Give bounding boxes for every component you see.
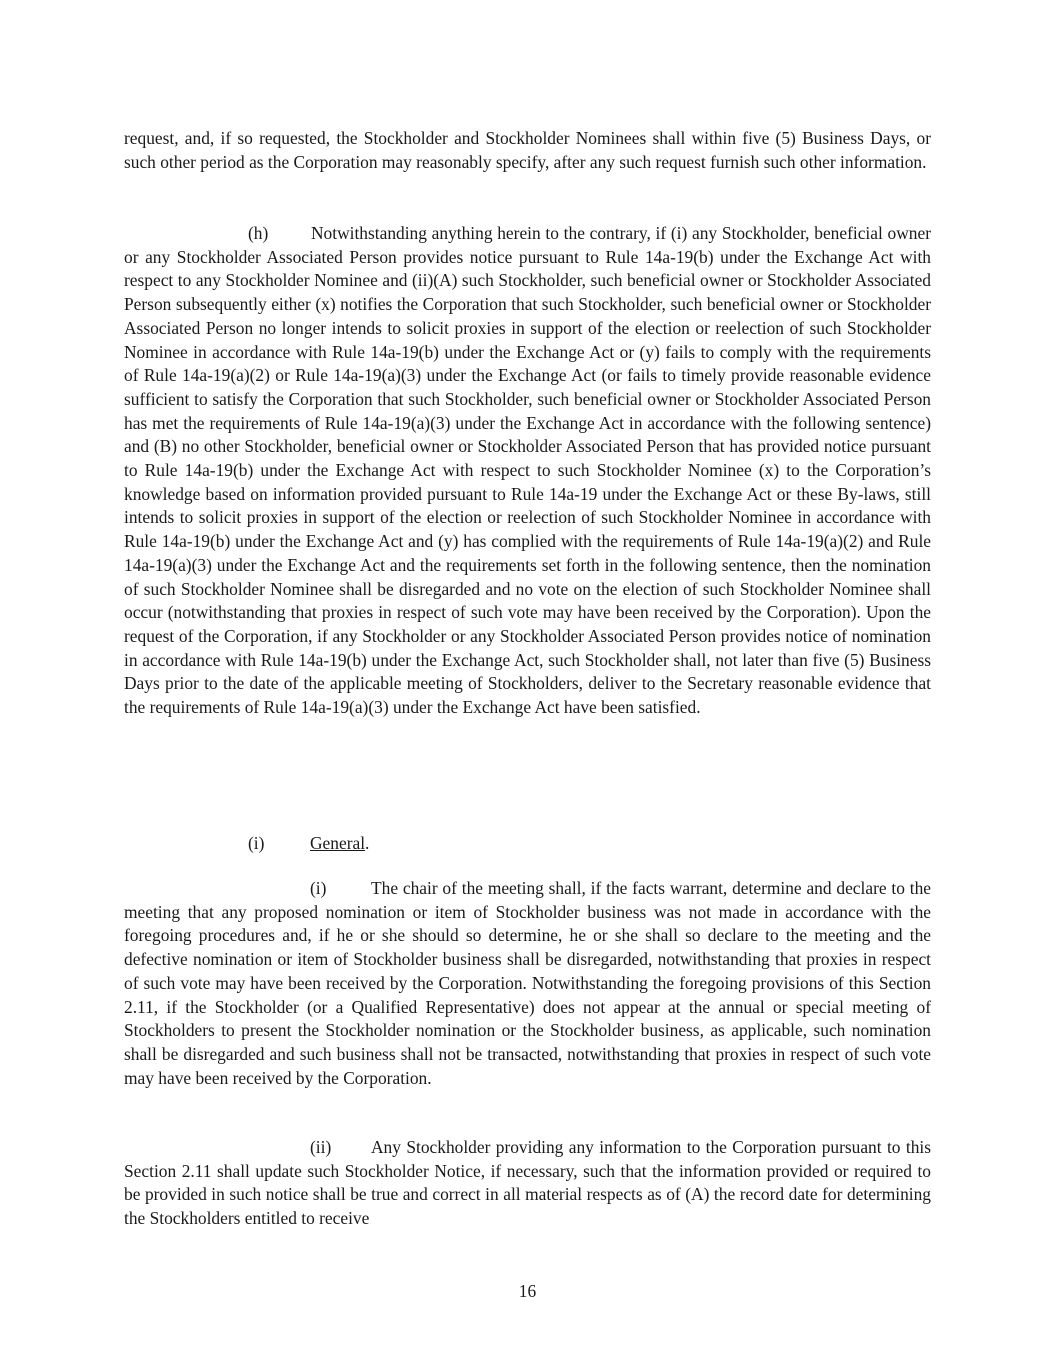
clause-i-title-suffix: . <box>365 833 370 853</box>
subclause-i-marker: (i) <box>310 878 327 898</box>
clause-h-text: Notwithstanding anything herein to the contrary, if (i) any Stockholder, beneficial owner or any Stockholder Associated Person provides notice pursuant to Rule 14a-19(b) under the Exchange Act with respect to any Stockholder Nominee and (ii)(A) such Stockholder, such beneficial owner or Stockholder Associated Person subsequently either (x) notifies the Corporation that such Stockholder, such beneficial owner or Stockholder Associated Person no longer intends to solicit proxies in support of the election or reelection of such Stockholder Nominee in accordance with Rule 14a-19(b) under the Exchange Act or (y) fails to comply with the requirements of Rule 14a-19(a)(2) or Rule 14a-19(a)(3) under the Exchange Act (or fails to timely provide reasonable evidence sufficient to satisfy the Corporation that such Stockholder, such beneficial owner or Stockholder Associated Person has met the requirements of Rule 14a-19(a)(3) under the Exchange Act in accordance with the following sentence) and (B) no other Stockholder, beneficial owner or Stockholder Associated Person that has provided notice pursuant to Rule 14a-19(b) under the Exchange Act with respect to such Stockholder Nominee (x) to the Corporation’s knowledge based on information provided pursuant to Rule 14a-19 under the Exchange Act or these By-laws, still intends to solicit proxies in support of the election or reelection of such Stockholder Nominee in accordance with Rule 14a-19(b) under the Exchange Act and (y) has complied with the requirements of Rule 14a-19(a)(2) and Rule 14a-19(a)(3) under the Exchange Act and the requirements set forth in the following sentence, then the nomination of such Stockholder Nominee shall be disregarded and no vote on the election of such Stockholder Nominee shall occur (notwithstanding that proxies in respect of such vote may have been received by the Corporation). Upon the request of the Corporation, if any Stockholder or any Stockholder Associated Person provides notice of nomination in accordance with Rule 14a-19(b) under the Exchange Act, such Stockholder shall, not later than five (5) Business Days prior to the date of the applicable meeting of Stockholders, deliver to the Secretary reasonable evidence that the requirements of Rule 14a-19(a)(3) under the Exchange Act have been satisfied. <box>124 223 931 718</box>
clause-i-title: General <box>310 833 366 853</box>
clause-i-marker: (i) <box>248 833 265 853</box>
subclause-i-text: The chair of the meeting shall, if the facts warrant, determine and declare to the meeting that any proposed nomination or item of Stockholder business was not made in accordance with the foregoing procedures and, if he or she should so determine, he or she shall so declare to the meeting and the defective nomination or item of Stockholder business shall be disregarded, notwithstanding that proxies in respect of such vote may have been received by the Corporation. Notwithstanding the foregoing provisions of this Section 2.11, if the Stockholder (or a Qualified Representative) does not appear at the annual or special meeting of Stockholders to present the Stockholder nomination or the Stockholder business, as applicable, such nomination shall be disregarded and such business shall not be transacted, notwithstanding that proxies in respect of such vote may have been received by the Corporation. <box>124 878 931 1088</box>
subclause-ii-paragraph <box>124 1136 931 1231</box>
page-number: 16 <box>518 1281 537 1301</box>
subclause-i-paragraph <box>124 877 931 1090</box>
clause-h-marker: (h) <box>248 223 269 243</box>
subclause-ii-marker: (ii) <box>310 1137 332 1157</box>
subclause-ii-text: Any Stockholder providing any information to the Corporation pursuant to this Section 2.11 shall update such Stockholder Notice, if necessary, such that the information provided or required to be provided in such notice shall be true and correct in all material respects as of (A) the record date for determining the Stockholders entitled to receive <box>124 1137 931 1229</box>
clause-i-heading <box>248 832 369 856</box>
continuation-paragraph: request, and, if so requested, the Stockholder and Stockholder Nominees shall within five (5) Business Days, or such other period as the Corporation may reasonably specify, after any such request furnish such other information. <box>124 128 931 172</box>
clause-h-paragraph <box>124 222 931 720</box>
